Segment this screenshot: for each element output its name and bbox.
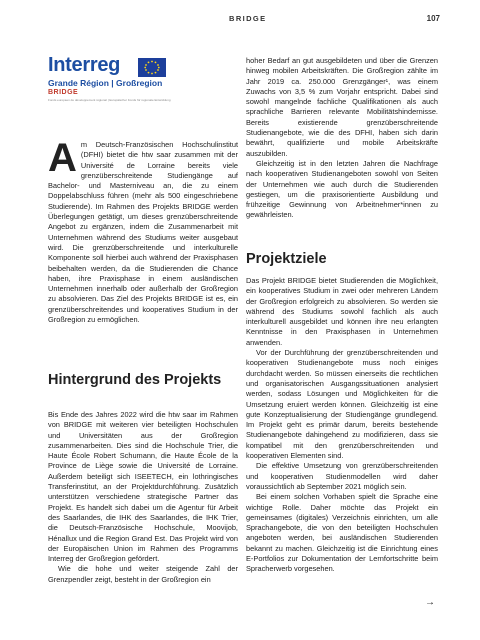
- running-header: [0, 14, 480, 28]
- logo-project: BRIDGE: [48, 89, 79, 96]
- paragraph: Die effektive Umsetzung von grenzüberschreitenden und kooperativen Studienmodellen wird daher voraussichtlich ab September 2021 möglich sein.: [246, 461, 438, 491]
- continue-arrow-icon: →: [425, 597, 435, 608]
- logo-tagline: Fonds européen de développement régional | Europäischer Fonds für regionale Entwicklung: [48, 98, 171, 102]
- right-body-bottom: [246, 276, 438, 575]
- page-number: 107: [426, 14, 440, 23]
- eu-flag-icon: [138, 58, 166, 77]
- paragraph: Vor der Durchführung der grenzüberschreitenden und kooperativen Studienangebote muss noch einiges durchdacht werden. So müssen einerseits die rechtlichen und organisatorischen Ausgangssituationen analysiert werden, sodass Lösungen und Möglichkeiten für die Umsetzung eruiert werden können. Gleichzeitig ist eine gute Konzeptualisierung der Studiengänge grundlegend. Im Projekt geht es primär darum, bereits bestehende Studienangebote dahingehend zu modifizieren, dass sie kompatibel mit den grenzüberschreitenden und kooperativen Elementen sind.: [246, 348, 438, 461]
- paragraph: Gleichzeitig ist in den letzten Jahren die Nachfrage nach kooperativen Studienangeboten sowohl von Seiten der Unternehmen wie auch durch die Studierenden gestiegen, um die praxisorientierte Ausbildung und frühzeitige Gewinnung von Arbeitnehmer*innen zu gewährleisten.: [246, 158, 438, 220]
- drop-cap: A: [48, 136, 77, 180]
- paragraph: hoher Bedarf an gut ausgebildeten und über die Grenzen hinweg mobilen Arbeitskräften. Die Großregion zählte im Jahr 2019 ca. 250.000 Grenzgänger¹, was einem Zuwachs von 3,5 % zum Vorjahr entspricht. Dabei sind sowohl mangelnde fachliche Qualifikationen als auch sprachliche Barrieren relevante Mobilitätshindernisse. Bereits existierende grenzüberschreitende Studienangebote, wie die des DFHI, haben sich darin bewährt, qualifizierte und mobile Arbeitskräfte auszubilden.: [246, 56, 438, 158]
- intro-text: m Deutsch-Französischen Hochschulinstitut (DFHI) bietet die htw saar zusammen mit der Université de Lorraine bereits viele grenzüberschreitende Studiengänge auf Bachelor- und Masterniveau an, die zu einem Doppelabschluss führen (mehr als 500 eingeschriebene Studierende). Im Rahmen des Projekts BRIDGE werden Überlegungen getätigt, um dieses grenzüberschreitende Angebot zu ergänzen, indem die Zusammenarbeit mit Unternehmen während des Studiums weiter ausgebaut wird. Die grenzüberschreitende und interkulturelle Komponente soll hierbei auch während der Praxisphasen beibehalten werden, da die Studierenden die Chance haben, ihre Praxisphase in einem ausländischen Unternehmen innerhalb oder außerhalb der Großregion zu absolvieren. Das Ziel des Projekts BRIDGE ist es, ein grenzüberschreitendes und kooperatives Studium in der Großregion zu ermöglichen.: [48, 140, 238, 325]
- paragraph: Das Projekt BRIDGE bietet Studierenden die Möglichkeit, ein kooperatives Studium in zwei oder mehreren Ländern der Großregion erfolgreich zu absolvieren. So werden sie während des Studiums sowohl fachlich als auch interkulturell ausgebildet und können ihre neu erlangten Kenntnisse in den Praxisphasen in Unternehmen anwenden.: [246, 276, 438, 347]
- right-body-top: [246, 56, 438, 221]
- interreg-logo: [48, 54, 188, 104]
- heading-hintergrund: Hintergrund des Projekts: [48, 372, 222, 388]
- paragraph: Bis Ende des Jahres 2022 wird die htw saar im Rahmen von BRIDGE mit weiteren vier beteiligten Hochschulen und Universitäten aus der Großregion zusammenarbeiten. Dies sind die Hochschule Trier, die Haute École Robert Schumann, die Haute École de la Province de Liège sowie die Université de Lorraine. Außerdem beteiligt sich ISEETECH, ein lothringisches Transferinstitut, an der Projektdurchführung. Zusätzlich unterstützen verschiedene strategische Partner das Projekt. Es handelt sich dabei um die Agentur für Arbeit des Saarlandes, die IHK des Saarlandes, die IHK Trier, die Deutsch-Französische Hochschule, Moovijob, Hénallux und die Region Grand Est. Das Projekt wird von der Europäischen Union im Rahmen des Programms Interreg der Großregion gefördert.: [48, 410, 238, 564]
- intro-paragraph: [48, 136, 238, 325]
- running-title: BRIDGE: [229, 14, 267, 23]
- paragraph: Bei einem solchen Vorhaben spielt die Sprache eine wichtige Rolle. Daher möchte das Projekt ein gemeinsames (digitales) Verzeichnis einrichten, um alle Sprachangebote, die von den beteiligten Hochschulen angeboten werden, bei ausländischen Studierenden bekannt zu machen. Gleichzeitig ist die Einrichtung eines E-Portfolios zur Dokumentation der Lernfortschritte beim Spracherwerb vorgesehen.: [246, 492, 438, 574]
- logo-wordmark: Interreg: [48, 54, 121, 76]
- logo-region: Grande Région | Großregion: [48, 78, 163, 88]
- paragraph: Wie die hohe und weiter steigende Zahl der Grenzpendler zeigt, besteht in der Großregion ein: [48, 564, 238, 584]
- heading-projektziele: Projektziele: [246, 251, 327, 267]
- left-body: [48, 410, 238, 585]
